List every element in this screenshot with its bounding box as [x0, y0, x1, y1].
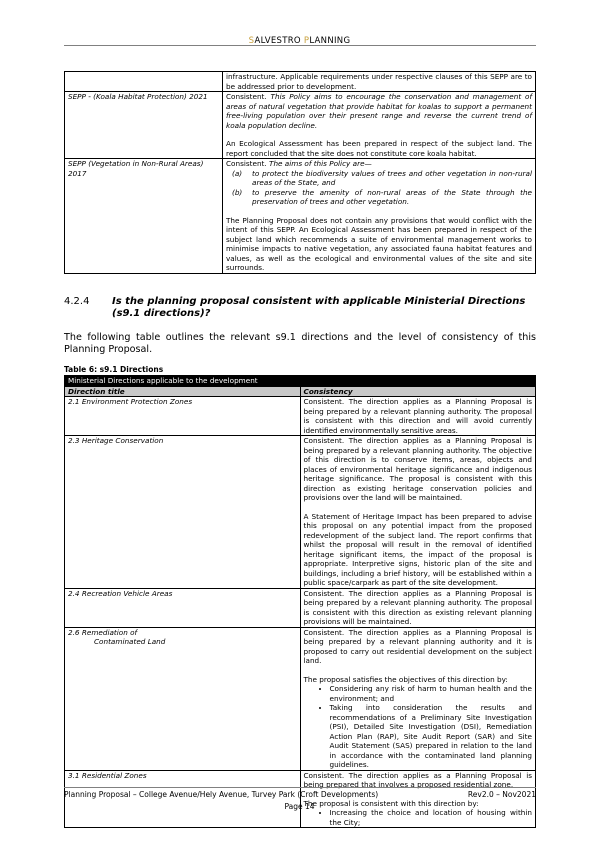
sepp-consistency-cell: [223, 159, 536, 274]
direction-title-cell: 2.3 Heritage Conservation: [65, 436, 301, 589]
paragraph: [226, 159, 532, 169]
footer-rule: [64, 787, 536, 788]
header-logo-text-2: LANNING: [309, 36, 351, 46]
direction-title-line2: Contaminated Land: [94, 637, 166, 646]
list-marker: (a): [232, 168, 243, 178]
header-logo-p: P: [303, 36, 310, 46]
paragraph: Consistent. The direction applies as a Planning Proposal is being prepared by a relevant planning authority and it is proposed to carry out residential development on the subject land.: [303, 627, 532, 665]
sepp-consistency-cell: [223, 72, 536, 92]
list-item: [232, 169, 532, 188]
table-caption: Table 6: s9.1 Directions: [64, 365, 164, 374]
paragraph: A Statement of Heritage Impact has been prepared to advise this proposal on any potential impact from the proposed redevelopment of the subject land. The report confirms that whilst the proposal will result in the removal of identified heritage significant items, the impact of the proposal is appropriate. Interpretive signs, historic plan of the site and buildings, including a brief history, will be established within a public space/carpark as part of the site development.: [303, 511, 532, 587]
header-rule: [64, 45, 536, 46]
section-heading: [64, 296, 536, 320]
list-item: • Increasing the choice and location of housing within the City;: [330, 808, 533, 827]
direction-title-cell: [65, 627, 301, 770]
table-row: [65, 397, 536, 436]
direction-title-cell: 2.4 Recreation Vehicle Areas: [65, 588, 301, 627]
header-logo-text-1: ALVESTRO: [254, 36, 304, 46]
list-item: • Taking into consideration the results and recommendations of a Preliminary Site Investigation (PSI), Detailed Site Investigation (DSI), Remediation Action Plan (RAP), Site Audit Report (SAR) and Site Audit Statement (SAS) prepared in relation to the land in accordance with the contaminated land planning guidelines.: [330, 703, 533, 770]
paragraph: Consistent. The direction applies as a Planning Proposal is being prepared that involves a proposed residential zone.: [303, 770, 532, 789]
list-item: [232, 188, 532, 207]
header-logo-s: S: [248, 36, 255, 46]
lead-italic-text: The aims of this Policy are—: [269, 159, 372, 168]
lead-text: Consistent.: [226, 92, 271, 101]
paragraph: Consistent. The direction applies as a Planning Proposal is being prepared by a relevant planning authority. The objective of this direction is to conserve items, areas, objects and places of environmental heritage significance and indigenous heritage significance. The proposal is consistent with this direction as existing heritage conservation policies and provisions over the land will be maintained.: [303, 436, 532, 502]
sepp-table: [64, 71, 536, 274]
list-marker: (b): [232, 187, 243, 197]
aims-list: [226, 169, 532, 207]
sepp-title-cell: SEPP - (Koala Habitat Protection) 2021: [65, 92, 223, 159]
section-title-line1: Is the planning proposal consistent with applicable Ministerial Directions: [112, 296, 526, 307]
consistency-cell: [300, 588, 536, 627]
paragraph: The proposal satisfies the objectives of this direction by:: [303, 674, 508, 684]
intro-paragraph: The following table outlines the relevant s9.1 directions and the level of consistency of this Planning Proposal.: [64, 332, 536, 355]
consistency-cell: [300, 627, 536, 770]
footer-document-title: Planning Proposal – College Avenue/Hely Avenue, Turvey Park (Croft Developments): [64, 790, 379, 799]
lead-italic-text: This Policy aims to encourage the conservation and management of areas of natural vegetation that provide habitat for koalas to support a permanent free-living population over their present range and reverse the current trend of koala population decline.: [226, 92, 533, 130]
table-row: [65, 159, 536, 274]
sepp-consistency-cell: [223, 92, 536, 159]
paragraph: The proposal is consistent with this direction by:: [303, 798, 479, 808]
page-number: Page 14: [284, 802, 315, 811]
sepp-title-cell: SEPP (Vegetation in Non-Rural Areas) 2017: [65, 159, 223, 274]
paragraph: The Planning Proposal does not contain any provisions that would conflict with the intent of this SEPP. An Ecological Assessment has been prepared in respect of the subject land which recommends a suite of environmental management works to minimise impacts to native vegetation, any associated fauna habitat features and values, as well as the ecological and environmental values of the site and site surrounds.: [226, 215, 532, 272]
table-band-row: [65, 376, 536, 387]
table-row: [65, 436, 536, 589]
list-item-text: to preserve the amenity of non-rural areas of the State through the preservation of trees and other vegetation.: [252, 187, 532, 206]
column-header-consistency: Consistency: [300, 386, 536, 397]
table-row: [65, 72, 536, 92]
consistency-cell: [300, 436, 536, 589]
direction-title-cell: 3.1 Residential Zones: [65, 770, 301, 828]
directions-table: [64, 375, 536, 828]
lead-text: Consistent.: [226, 159, 270, 168]
table-band: Ministerial Directions applicable to the development: [65, 376, 536, 387]
direction-title-cell: 2.1 Environment Protection Zones: [65, 397, 301, 436]
paragraph: [226, 92, 532, 130]
list-item-text: to protect the biodiversity values of trees and other vegetation in non-rural areas of the State, and: [252, 168, 532, 187]
paragraph: An Ecological Assessment has been prepared in respect of the subject land. The report concluded that the site does not constitute core koala habitat.: [226, 139, 532, 158]
paragraph: Consistent. The direction applies as a Planning Proposal is being prepared by a relevant planning authority. The proposal is consistent with this direction and will avoid currently identified environmentally sensitive areas.: [303, 397, 532, 435]
table-row: [65, 627, 536, 770]
paragraph: Consistent. The direction applies as a Planning Proposal is being prepared by a relevant planning authority. The proposal is consistent with this direction as existing relevant planning provisions will be maintained.: [303, 588, 532, 626]
bullet-list: [304, 684, 533, 770]
section-title-line2: (s9.1 directions)?: [112, 308, 211, 319]
table-header-row: [65, 386, 536, 397]
footer-revision: Rev2.0 – Nov2021: [467, 790, 536, 799]
consistency-cell: [300, 397, 536, 436]
section-number: 4.2.4: [64, 296, 90, 307]
column-header-direction: Direction title: [65, 386, 301, 397]
table-row: [65, 588, 536, 627]
list-item: • Considering any risk of harm to human health and the environment; and: [330, 684, 533, 703]
paragraph: infrastructure. Applicable requirements under respective clauses of this SEPP are to be addressed prior to development.: [226, 72, 532, 91]
sepp-title-cell: [65, 72, 223, 92]
direction-title-line1: 2.6 Remediation of: [68, 627, 138, 637]
table-row: [65, 92, 536, 159]
